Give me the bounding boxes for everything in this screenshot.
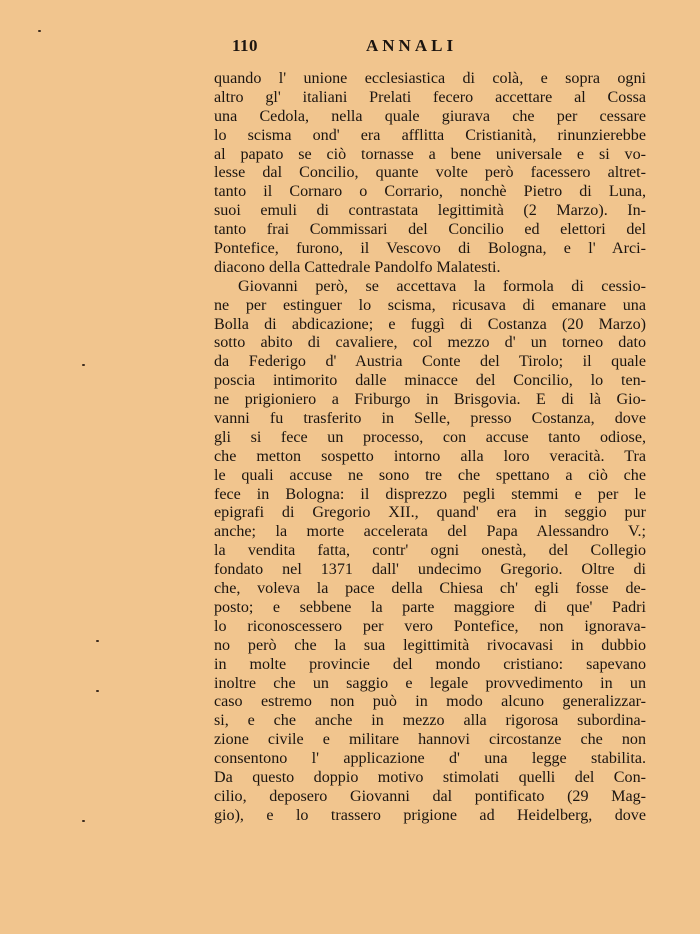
text-line: una Cedola, nella quale giurava che per cessare — [214, 107, 646, 125]
text-line: lo riconoscessero per vero Pontefice, non ignorava- — [214, 617, 646, 635]
text-line: no però che la sua legittimità rivocavasi in dubbio — [214, 636, 646, 654]
text-line: che, voleva la pace della Chiesa ch' egli fosse de- — [214, 580, 646, 598]
text-line: sotto abito di cavaliere, col mezzo d' un torneo dato — [214, 334, 646, 352]
text-line: in molte provincie del mondo cristiano: sapevano — [214, 655, 646, 673]
text-line: fece in Bologna: il disprezzo pegli stemmi e per le — [214, 485, 646, 503]
text-line: al papato se ciò tornasse a bene universale e si vo- — [214, 145, 646, 163]
text-line: inoltre che un saggio e legale provvedimento in un — [214, 674, 646, 692]
text-line: Da questo doppio motivo stimolati quelli del Con- — [214, 768, 646, 786]
page-number: 110 — [232, 36, 259, 55]
text-line: consentono l' applicazione d' una legge stabilita. — [214, 750, 646, 768]
text-line: che metton sospetto intorno alla loro veracità. Tra — [214, 447, 646, 465]
text-line: posto; e sebbene la parte maggiore di que' Padri — [214, 598, 646, 616]
text-line: da Federigo d' Austria Conte del Tirolo; il quale — [214, 353, 646, 371]
text-line: zione civile e militare hannovi circostanze che non — [214, 731, 646, 749]
text-line: lo scisma ond' era afflitta Cristianità, rinunzierebbe — [214, 126, 646, 144]
body-text — [214, 70, 646, 826]
running-title: ANNALI — [366, 36, 458, 55]
paper-speck — [38, 30, 41, 32]
text-line: vanni fu trasferito in Selle, presso Costanza, dove — [214, 410, 646, 428]
paragraph-first-line: Giovanni però, se accettava la formola di cessio- — [238, 277, 646, 295]
paper-speck — [82, 820, 85, 822]
text-line: cilio, deposero Giovanni dal pontificato (29 Mag- — [214, 787, 646, 805]
text-line: si, e che anche in mezzo alla rigorosa subordina- — [214, 712, 646, 730]
paper-speck — [96, 690, 99, 692]
text-line: anche; la morte accelerata del Papa Alessandro V.; — [214, 523, 646, 541]
text-line: poscia intimorito dalle minacce del Concilio, lo ten- — [214, 372, 646, 390]
text-line: quando l' unione ecclesiastica di colà, e sopra ogni — [214, 70, 646, 87]
text-line: le quali accuse ne sono tre che spettano a ciò che — [214, 466, 646, 484]
paper-speck — [82, 364, 85, 366]
paper-speck — [96, 640, 99, 642]
text-line: Pontefice, furono, il Vescovo di Bologna, e l' Arci- — [214, 240, 646, 258]
text-line: ne prigioniero a Friburgo in Brisgovia. E di là Gio- — [214, 391, 646, 409]
text-line: suoi emuli di contrastata legittimità (2 Marzo). In- — [214, 202, 646, 220]
text-line: la vendita fatta, contr' ogni onestà, del Collegio — [214, 542, 646, 560]
text-line: tanto il Cornaro o Corrario, nonchè Pietro di Luna, — [214, 183, 646, 201]
text-line: altro gl' italiani Prelati fecero accettare al Cossa — [214, 88, 646, 106]
text-line: tanto frai Commissari del Concilio ed elettori del — [214, 221, 646, 239]
text-line: diacono della Cattedrale Pandolfo Malatesti. — [214, 258, 501, 276]
text-line: lesse dal Concilio, quante volte però facessero altret- — [214, 164, 646, 182]
text-line: gio), e lo trassero prigione ad Heidelberg, dove — [214, 806, 646, 824]
text-line: caso estremo non può in modo alcuno generalizzar- — [214, 693, 646, 711]
text-line: ne per estinguer lo scisma, ricusava di emanare una — [214, 296, 646, 314]
text-line: Bolla di abdicazione; e fuggì di Costanza (20 Marzo) — [214, 315, 646, 333]
page-header — [214, 36, 646, 60]
text-line: gli si fece un processo, con accuse tanto odiose, — [214, 428, 646, 446]
text-line: epigrafi di Gregorio XII., quand' era in seggio pur — [214, 504, 646, 522]
text-line: fondato nel 1371 dall' undecimo Gregorio. Oltre di — [214, 561, 646, 579]
